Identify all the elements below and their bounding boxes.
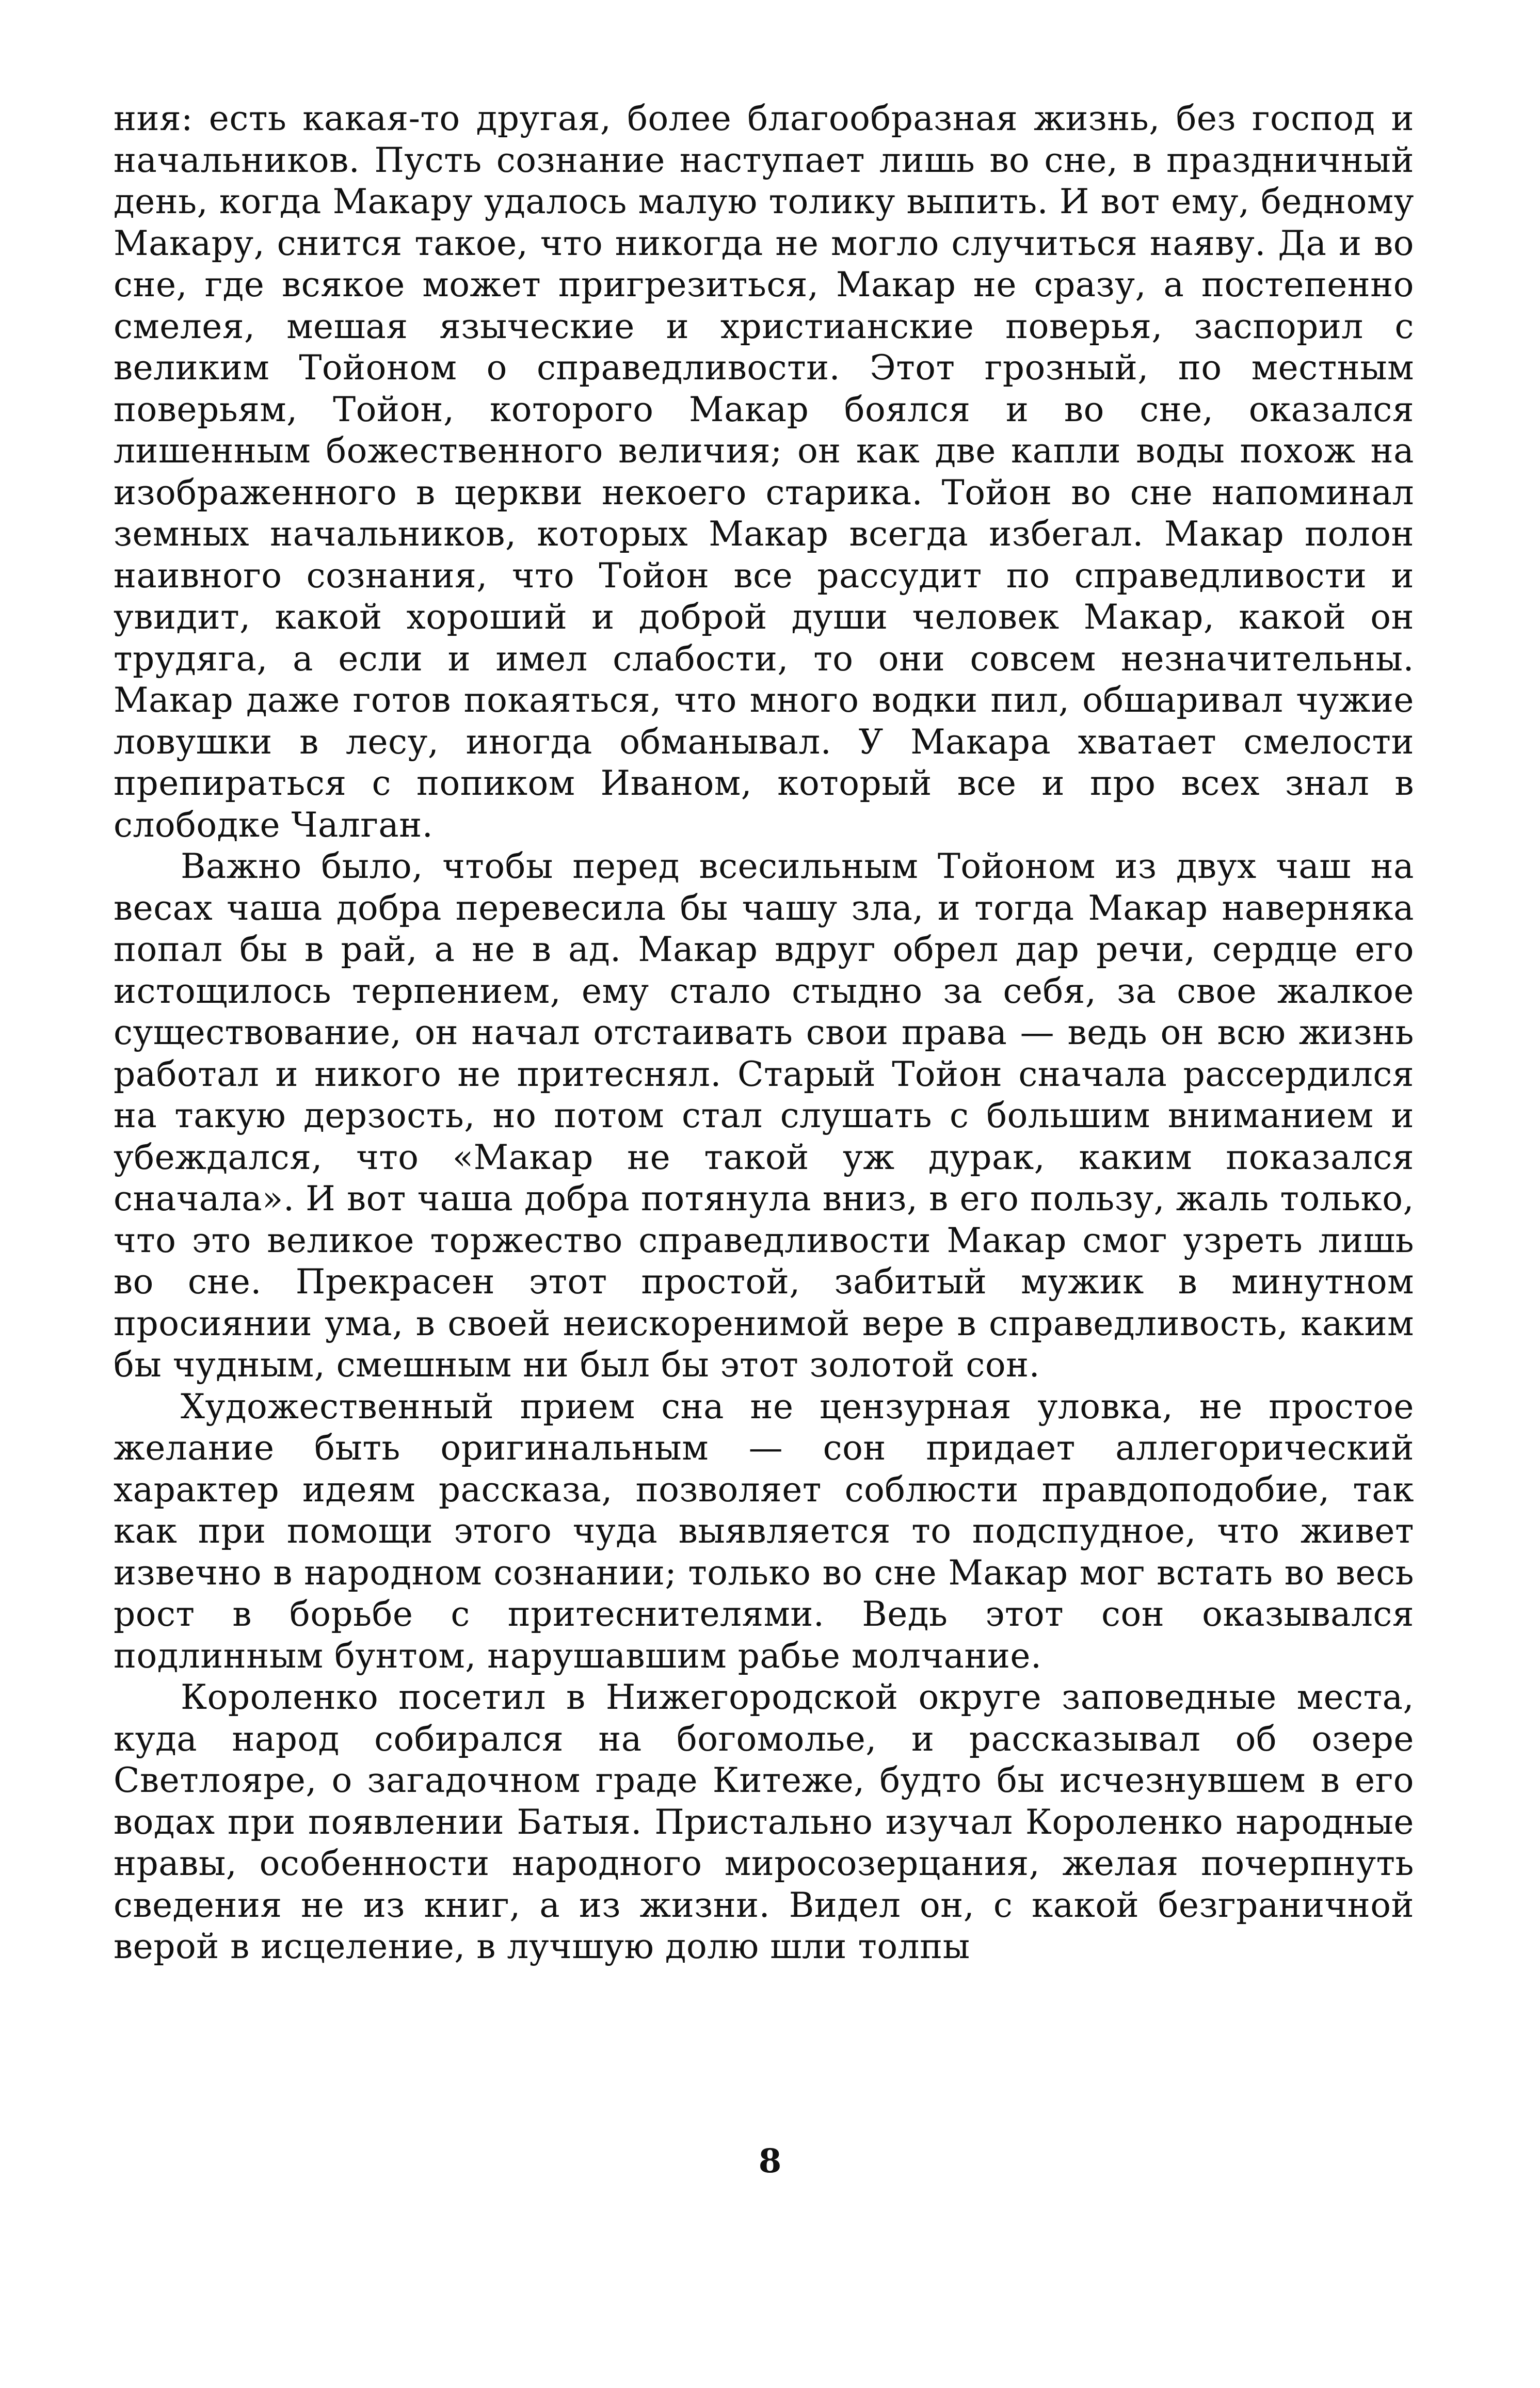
paragraph-korolenko-travels: Короленко посетил в Нижегородской округе заповедные места, куда народ собирался на богомолье, и рассказывал об озере Светлояре, о загадочном граде Китеже, будто бы исчезнувшем в его водах при появлении Батыя. Пристально изучал Короленко народные нравы, особенности народного миросозерцания, желая почерпнуть сведения не из книг, а из жизни. Видел он, с какой безграничной верой в исцеление, в лучшую долю шли толпы [114,1677,1414,1966]
paragraph-dream-device: Художественный прием сна не цензурная уловка, не простое желание быть оригинальным — сон придает аллегорический характер идеям рассказа, позволяет соблюсти правдоподобие, так как при помощи этого чуда выявляется то подспудное, что живет извечно в народном сознании; только во сне Макар мог встать во весь рост в борьбе с притеснителями. Ведь этот сон оказывался подлинным бунтом, нарушавшим рабье молчание. [114,1386,1414,1676]
body-text [114,98,1414,1968]
paragraph-scales-of-justice: Важно было, чтобы перед всесильным Тойоном из двух чаш на весах чаша добра перевесила бы чашу зла, и тогда Макар наверняка попал бы в рай, а не в ад. Макар вдруг обрел дар речи, сердце его истощилось терпением, ему стало стыдно за себя, за свое жалкое существование, он начал отстаивать свои права — ведь он всю жизнь работал и никого не притеснял. Старый Тойон сначала рассердился на такую дерзость, но потом стал слушать с большим вниманием и убеждался, что «Макар не такой уж дурак, каким показался сначала». И вот чаша добра потянула вниз, в его пользу, жаль только, что это великое торжество справедливости Макар смог узреть лишь во сне. Прекрасен этот простой, забитый мужик в минутном просиянии ума, в своей неискоренимой вере в справедливость, каким бы чудным, смешным ни был бы этот золотой сон. [114,846,1414,1385]
page-number: 8 [758,2142,782,2181]
paragraph-continuation: ния: есть какая-то другая, более благообразная жизнь, без господ и начальников. Пусть сознание наступает лишь во сне, в праздничный день, когда Макару удалось малую толику выпить. И вот ему, бедному Макару, снится такое, что никогда не могло случиться наяву. Да и во сне, где всякое может пригрезиться, Макар не сразу, а постепенно смелея, мешая языческие и христианские поверья, заспорил с великим Тойоном о справедливости. Этот грозный, по местным поверьям, Тойон, которого Макар боялся и во сне, оказался лишенным божественного величия; он как две капли воды похож на изображенного в церкви некоего старика. Тойон во сне напоминал земных начальников, которых Макар всегда избегал. Макар полон наивного сознания, что Тойон все рассудит по справедливости и увидит, какой хороший и доброй души человек Макар, какой он трудяга, а если и имел слабости, то они совсем незначительны. Макар даже готов покаяться, что много водки пил, обшаривал чужие ловушки в лесу, иногда обманывал. У Макара хватает смелости препираться с попиком Иваном, который все и про всех знал в слободке Чалган. [114,99,1414,845]
